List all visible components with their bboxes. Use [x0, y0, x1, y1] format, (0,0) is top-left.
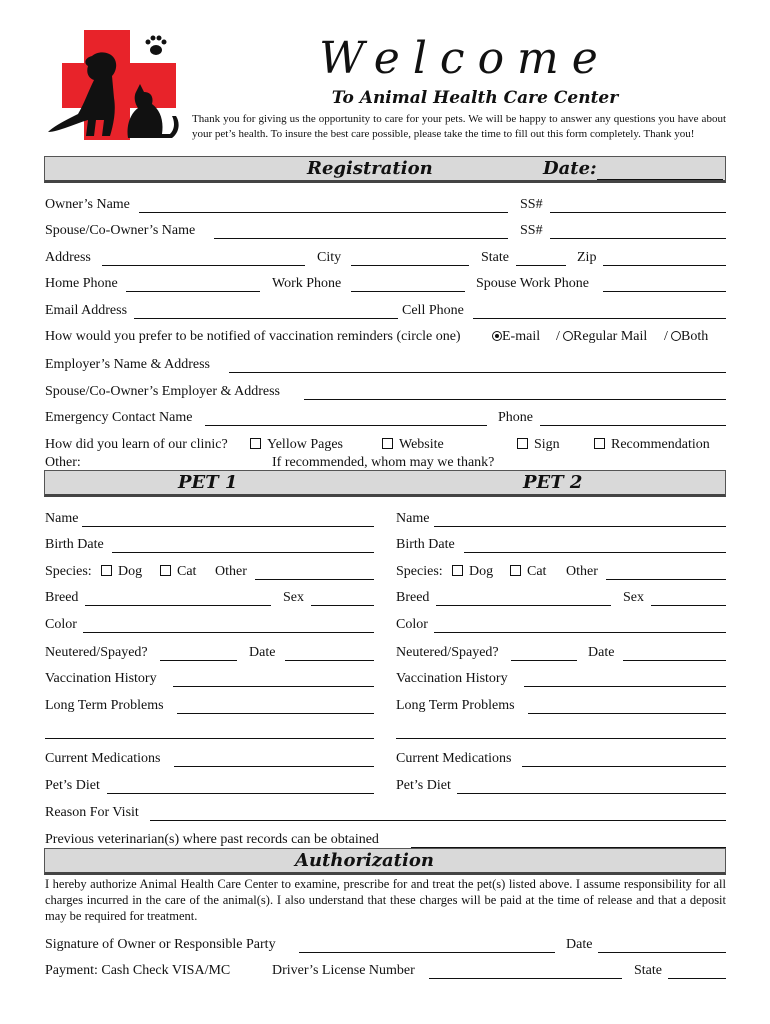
registration-section-header	[44, 156, 726, 183]
city-label: City	[317, 250, 342, 265]
pet1-sex-label: Sex	[283, 590, 304, 605]
pet2-date-label: Date	[588, 645, 615, 660]
pet1-birth-label: Birth Date	[45, 537, 104, 552]
checkbox-icon	[160, 565, 171, 576]
pet1-medications-label: Current Medications	[45, 751, 161, 766]
employer-label: Employer’s Name & Address	[45, 357, 210, 372]
employer-field[interactable]	[229, 372, 726, 373]
authorization-title: Authorization	[295, 850, 434, 871]
spouse-ss-label: SS#	[520, 223, 543, 238]
checkbox-icon	[452, 565, 463, 576]
pet2-name-label: Name	[396, 511, 430, 526]
spouse-work-phone-field[interactable]	[603, 291, 726, 292]
checkbox-icon	[101, 565, 112, 576]
pet-species-row	[45, 563, 726, 583]
pet2-species-label: Species:	[396, 564, 443, 579]
spouse-ss-field[interactable]	[550, 238, 726, 239]
pet2-vaccination-label: Vaccination History	[396, 671, 508, 686]
owner-ss-field[interactable]	[550, 212, 726, 213]
notify-mail-option[interactable]: Regular Mail	[563, 328, 647, 346]
pet1-species-label: Species:	[45, 564, 92, 579]
license-label: Driver’s License Number	[272, 963, 415, 978]
checkbox-icon	[382, 438, 393, 449]
reason-field[interactable]	[150, 820, 726, 821]
intro-paragraph: Thank you for giving us the opportunity to care for your pets. We will be happy to answer any questions you have about your pet’s health. To insure the best care possible, please take the time to fill out this form completely. Thank you!	[192, 113, 726, 140]
pet1-date-label: Date	[249, 645, 276, 660]
date-label: Date:	[543, 158, 597, 179]
owner-ss-label: SS#	[520, 197, 543, 212]
pet2-diet-label: Pet’s Diet	[396, 778, 451, 793]
authorization-text: I hereby authorize Animal Health Care Center to examine, prescribe for and treat the pet(s) listed above. I assume responsibility for all charges incurred in the care of the animal(s). I also understand that these charges will be paid at the time of release and that a deposit may be required for treatment.	[45, 877, 726, 923]
pets-section-header	[44, 470, 726, 497]
notify-separator: /	[664, 329, 668, 344]
pet-vaccination-row	[45, 670, 726, 690]
zip-field[interactable]	[603, 265, 726, 266]
checkbox-icon	[250, 438, 261, 449]
spouse-employer-field[interactable]	[304, 399, 726, 400]
learn-sign[interactable]: Sign	[517, 436, 560, 454]
pet1-name-label: Name	[45, 511, 79, 526]
learn-website[interactable]: Website	[382, 436, 444, 454]
pet2-birth-field[interactable]	[464, 552, 726, 553]
work-phone-field[interactable]	[351, 291, 465, 292]
pet2-name-field[interactable]	[434, 526, 726, 527]
reason-label: Reason For Visit	[45, 805, 139, 820]
home-phone-field[interactable]	[126, 291, 260, 292]
pet2-color-label: Color	[396, 617, 428, 632]
pet1-other-label: Other	[215, 564, 247, 579]
emergency-label: Emergency Contact Name	[45, 410, 193, 425]
signature-date-label: Date	[566, 937, 593, 952]
notify-question: How would you prefer to be notified of vaccination reminders (circle one)	[45, 329, 461, 344]
license-state-field[interactable]	[668, 978, 726, 979]
home-phone-label: Home Phone	[45, 276, 118, 291]
pet2-birth-label: Birth Date	[396, 537, 455, 552]
pet2-date-field[interactable]	[623, 660, 726, 661]
spouse-employer-row	[45, 383, 726, 403]
pet1-breed-field[interactable]	[85, 605, 271, 606]
pet1-long-term-field[interactable]	[177, 713, 374, 714]
pet2-sex-label: Sex	[623, 590, 644, 605]
emergency-phone-field[interactable]	[540, 425, 726, 426]
pet-long-term-extra-row	[45, 722, 726, 742]
pet1-diet-label: Pet’s Diet	[45, 778, 100, 793]
pet-name-row	[45, 510, 726, 530]
owner-name-label: Owner’s Name	[45, 197, 130, 212]
pet1-birth-field[interactable]	[112, 552, 374, 553]
checkbox-icon	[510, 565, 521, 576]
pet1-neutered-field[interactable]	[160, 660, 237, 661]
notify-separator: /	[556, 329, 560, 344]
email-row	[45, 302, 726, 322]
learn-yellow-pages[interactable]: Yellow Pages	[250, 436, 343, 454]
pet2-neutered-label: Neutered/Spayed?	[396, 645, 499, 660]
clinic-logo	[44, 28, 184, 143]
email-label: Email Address	[45, 303, 128, 318]
notify-both-option[interactable]: Both	[671, 328, 708, 346]
pet1-dog-option[interactable]: Dog	[101, 563, 142, 581]
address-field[interactable]	[102, 265, 305, 266]
signature-field[interactable]	[299, 952, 555, 953]
authorization-section-header	[44, 848, 726, 875]
pet-medications-row	[45, 750, 726, 770]
city-field[interactable]	[351, 265, 469, 266]
pet2-medications-field[interactable]	[522, 766, 726, 767]
pet1-breed-label: Breed	[45, 590, 79, 605]
pet1-sex-field[interactable]	[311, 605, 374, 606]
emergency-row	[45, 409, 726, 429]
registration-title: Registration	[307, 158, 433, 179]
payment-label: Payment: Cash Check VISA/MC	[45, 963, 231, 978]
license-state-label: State	[634, 963, 662, 978]
payment-row	[45, 962, 726, 982]
pet2-medications-label: Current Medications	[396, 751, 512, 766]
pet2-diet-field[interactable]	[457, 793, 726, 794]
checkbox-icon	[594, 438, 605, 449]
pet-color-row	[45, 616, 726, 636]
recommended-label: If recommended, whom may we thank?	[272, 455, 495, 470]
pet-long-term-row	[45, 697, 726, 717]
pet2-long-term-field[interactable]	[528, 713, 726, 714]
pet1-vaccination-label: Vaccination History	[45, 671, 157, 686]
pet1-other-field[interactable]	[255, 579, 374, 580]
pet-breed-row	[45, 589, 726, 609]
state-label: State	[481, 250, 509, 265]
learn-recommendation[interactable]: Recommendation	[594, 436, 710, 454]
work-phone-label: Work Phone	[272, 276, 342, 291]
radio-icon	[671, 331, 681, 341]
pet1-color-label: Color	[45, 617, 77, 632]
pet2-cat-option[interactable]: Cat	[510, 563, 546, 581]
pet2-long-term-extra-field[interactable]	[396, 738, 726, 739]
signature-label: Signature of Owner or Responsible Party	[45, 937, 276, 952]
cell-phone-label: Cell Phone	[402, 303, 464, 318]
pet2-vaccination-field[interactable]	[524, 686, 726, 687]
pet2-long-term-label: Long Term Problems	[396, 698, 515, 713]
notify-email-option[interactable]: E-mail	[492, 328, 540, 346]
pet-neutered-row	[45, 644, 726, 664]
address-label: Address	[45, 250, 91, 265]
learn-row	[45, 436, 726, 456]
emergency-field[interactable]	[205, 425, 487, 426]
pet1-cat-option[interactable]: Cat	[160, 563, 196, 581]
spouse-name-field[interactable]	[214, 238, 508, 239]
pet-diet-row	[45, 777, 726, 797]
clinic-subtitle: To Animal Health Care Center	[331, 88, 619, 108]
paw-print-icon	[146, 36, 167, 56]
pet2-title: PET 2	[523, 472, 583, 493]
pet2-other-field[interactable]	[606, 579, 726, 580]
pet1-title: PET 1	[178, 472, 238, 493]
pet2-other-label: Other	[566, 564, 598, 579]
spouse-work-phone-label: Spouse Work Phone	[476, 276, 589, 291]
emergency-phone-label: Phone	[498, 410, 533, 425]
email-field[interactable]	[134, 318, 398, 319]
pet1-long-term-label: Long Term Problems	[45, 698, 164, 713]
pet2-breed-label: Breed	[396, 590, 430, 605]
learn-question: How did you learn of our clinic?	[45, 437, 228, 452]
pet2-neutered-field[interactable]	[511, 660, 577, 661]
spouse-row	[45, 222, 726, 242]
spouse-name-label: Spouse/Co-Owner’s Name	[45, 223, 196, 238]
date-field[interactable]	[597, 179, 723, 180]
license-field[interactable]	[429, 978, 622, 979]
reason-row	[45, 804, 726, 824]
pet1-color-field[interactable]	[83, 632, 374, 633]
owner-row	[45, 196, 726, 216]
owner-name-field[interactable]	[139, 212, 508, 213]
pet2-breed-field[interactable]	[436, 605, 611, 606]
signature-row	[45, 936, 726, 956]
pet1-medications-field[interactable]	[174, 766, 374, 767]
pet1-long-term-extra-field[interactable]	[45, 738, 374, 739]
pet1-name-field[interactable]	[82, 526, 374, 527]
pet1-vaccination-field[interactable]	[173, 686, 374, 687]
other-label: Other:	[45, 455, 81, 470]
notify-row	[45, 328, 726, 348]
radio-selected-icon	[492, 331, 502, 341]
zip-label: Zip	[577, 250, 597, 265]
phone-row	[45, 275, 726, 295]
pet2-color-field[interactable]	[434, 632, 726, 633]
radio-icon	[563, 331, 573, 341]
signature-date-field[interactable]	[598, 952, 726, 953]
spouse-employer-label: Spouse/Co-Owner’s Employer & Address	[45, 384, 280, 399]
pet-birth-row	[45, 536, 726, 556]
employer-row	[45, 356, 726, 376]
welcome-title: Welcome	[319, 33, 611, 84]
pet2-sex-field[interactable]	[651, 605, 726, 606]
pet2-dog-option[interactable]: Dog	[452, 563, 493, 581]
pet1-diet-field[interactable]	[107, 793, 374, 794]
address-row	[45, 249, 726, 269]
state-field[interactable]	[516, 265, 566, 266]
checkbox-icon	[517, 438, 528, 449]
previous-vet-label: Previous veterinarian(s) where past records can be obtained	[45, 832, 379, 847]
pet1-neutered-label: Neutered/Spayed?	[45, 645, 148, 660]
cell-phone-field[interactable]	[473, 318, 726, 319]
pet1-date-field[interactable]	[285, 660, 374, 661]
